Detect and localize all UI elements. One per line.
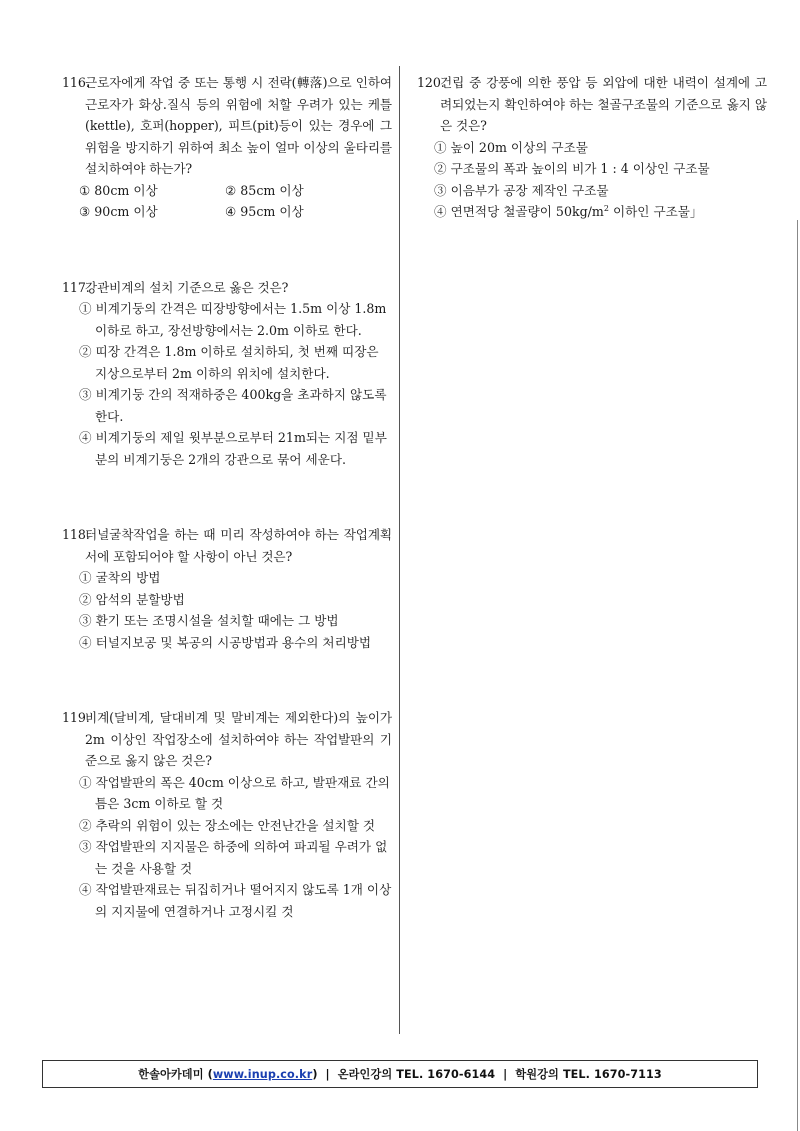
footer-org-close: ) <box>312 1067 318 1081</box>
option-3[interactable]: ③ 환기 또는 조명시설을 설치할 때에는 그 방법 <box>79 613 339 628</box>
option-1[interactable]: ① 80cm 이상 <box>79 182 158 198</box>
question-118 <box>62 524 392 653</box>
footer-separator: | <box>325 1067 330 1081</box>
question-119 <box>62 707 392 922</box>
question-116 <box>62 72 392 223</box>
option-4[interactable]: ④ 비계기둥의 제일 윗부분으로부터 21m되는 지점 밑부분의 비계기둥은 2개의 강관으로 묶어 세운다. <box>79 430 387 467</box>
footer-separator: | <box>503 1067 508 1081</box>
option-1[interactable]: ① 비계기둥의 간격은 띠장방향에서는 1.5m 이상 1.8m 이하로 하고, 장선방향에서는 2.0m 이하로 한다. <box>79 301 387 338</box>
option-2[interactable]: ② 85cm 이상 <box>225 182 304 198</box>
left-column <box>62 72 392 922</box>
option-4[interactable]: ④ 작업발판재료는 뒤집히거나 떨어지지 않도록 1개 이상의 지지물에 연결하거나 고정시킬 것 <box>79 882 392 919</box>
column-divider <box>399 66 400 1034</box>
footer-website-link[interactable]: www.inup.co.kr <box>212 1067 313 1081</box>
option-1[interactable]: ① 굴착의 방법 <box>79 570 161 585</box>
option-4-text: ④ 연면적당 철골량이 50kg/m <box>434 204 604 219</box>
options-grid <box>62 180 392 223</box>
footer-org: 한솔아카데미 ( <box>138 1068 213 1081</box>
option-4[interactable] <box>434 201 767 223</box>
question-stem: 근로자에게 작업 중 또는 통행 시 전락(轉落)으로 인하여 근로자가 화상․질식 등의 위험에 처할 우려가 있는 케틀(kettle), 호퍼(hopper), 피트(pit)등이 있는 경우에 그 위험을 방지하기 위하여 최소 높이 얼마 이상의 울타리를 설치하여야 하는가? <box>85 75 392 176</box>
right-column <box>417 72 767 223</box>
option-1[interactable]: ① 작업발판의 폭은 40cm 이상으로 하고, 발판재료 간의 틈은 3cm 이하로 할 것 <box>79 774 390 811</box>
option-4[interactable]: ④ 터널지보공 및 복공의 시공방법과 용수의 처리방법 <box>79 634 372 650</box>
footer-bar <box>42 1060 758 1088</box>
option-2[interactable]: ② 띠장 간격은 1.8m 이하로 설치하되, 첫 번째 띠장은 지상으로부터 2m 이하의 위치에 설치한다. <box>79 344 379 381</box>
question-120 <box>417 72 767 223</box>
option-3[interactable]: ③ 이음부가 공장 제작인 구조물 <box>434 182 609 198</box>
option-4-suffix: 이하인 구조물」 <box>608 204 703 219</box>
question-stem: 터널굴착작업을 하는 때 미리 작성하여야 하는 작업계획서에 포함되어야 할 사항이 아닌 것은? <box>85 527 392 564</box>
footer-online-tel: 온라인강의 TEL. 1670-6144 <box>337 1068 496 1081</box>
question-number: 119. <box>62 710 90 725</box>
footer-offline-tel: 학원강의 TEL. 1670-7113 <box>515 1068 662 1081</box>
question-number: 117. <box>62 279 90 295</box>
question-stem: 강관비계의 설치 기준으로 옳은 것은? <box>85 279 289 295</box>
question-stem: 건립 중 강풍에 의한 풍압 등 외압에 대한 내력이 설계에 고려되었는지 확인하여야 하는 철골구조물의 기준으로 옳지 않은 것은? <box>440 75 767 133</box>
option-3[interactable]: ③ 90cm 이상 <box>79 204 158 219</box>
superscript: 2 <box>603 203 609 213</box>
question-number: 120. <box>417 75 445 90</box>
page-edge-line <box>797 220 798 1131</box>
option-2[interactable]: ② 추락의 위험이 있는 장소에는 안전난간을 설치할 것 <box>79 817 376 833</box>
option-3[interactable]: ③ 작업발판의 지지물은 하중에 의하여 파괴될 우려가 없는 것을 사용할 것 <box>79 839 388 876</box>
question-number: 118. <box>62 527 90 542</box>
option-2[interactable]: ② 암석의 분할방법 <box>79 591 185 607</box>
question-number: 116. <box>62 75 90 90</box>
option-2[interactable]: ② 구조물의 폭과 높이의 비가 1 : 4 이상인 구조물 <box>434 161 710 176</box>
question-stem: 비계(달비계, 달대비계 및 말비계는 제외한다)의 높이가 2m 이상인 작업장소에 설치하여야 하는 작업발판의 기준으로 옳지 않은 것은? <box>85 710 392 768</box>
question-117 <box>62 277 392 471</box>
option-1[interactable]: ① 높이 20m 이상의 구조물 <box>434 139 588 155</box>
option-3[interactable]: ③ 비계기둥 간의 적재하중은 400kg을 초과하지 않도록 한다. <box>79 387 387 424</box>
option-4[interactable]: ④ 95cm 이상 <box>225 204 304 219</box>
